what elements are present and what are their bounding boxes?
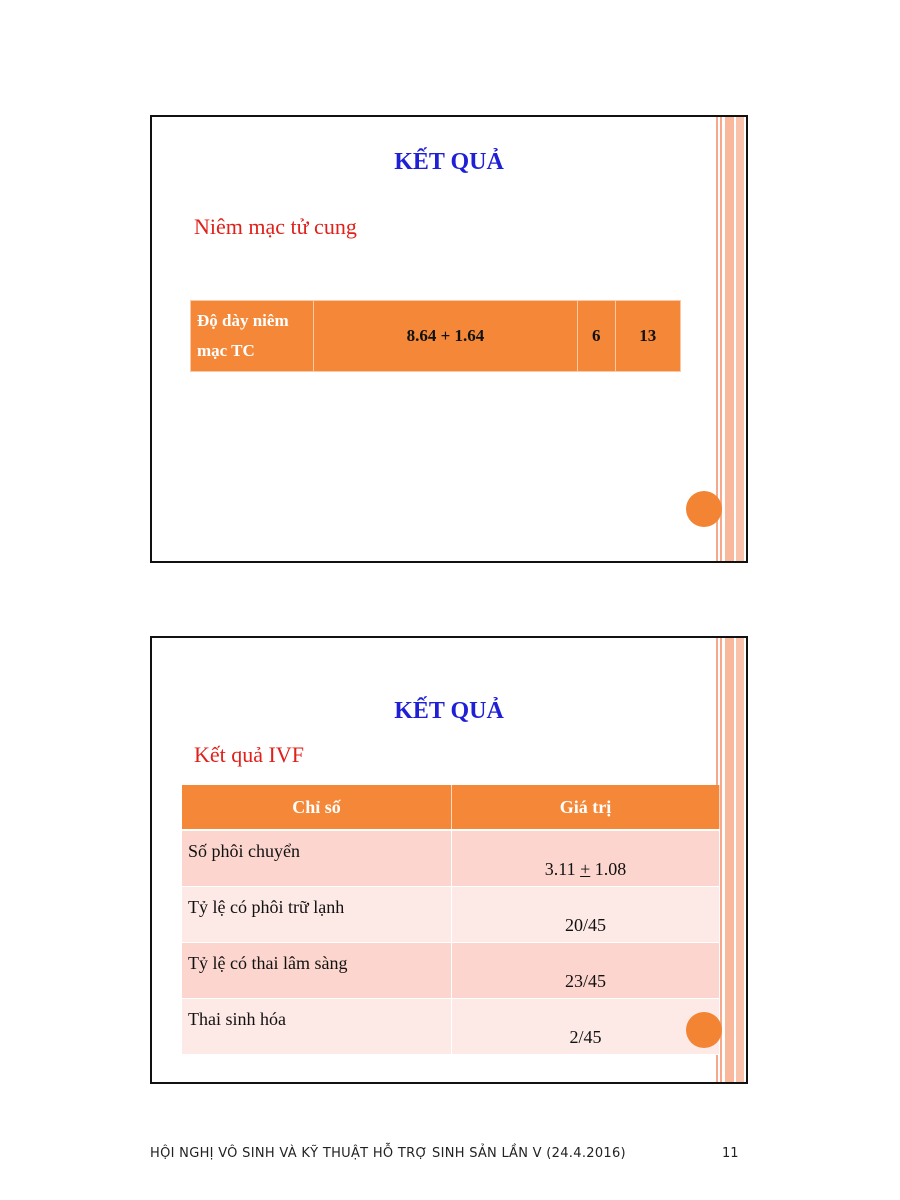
slide-2 bbox=[150, 636, 748, 1084]
page-number: 11 bbox=[722, 1146, 739, 1161]
footer-text: HỘI NGHỊ VÔ SINH VÀ KỸ THUẬT HỖ TRỢ SINH SẢN LẦN V (24.4.2016) bbox=[150, 1146, 626, 1161]
decorative-stripes bbox=[716, 117, 746, 561]
slide-1 bbox=[150, 115, 748, 563]
slide-subtitle: Niêm mạc tử cung bbox=[194, 214, 357, 239]
thickness-table bbox=[190, 300, 681, 372]
slide-title: KẾT QUẢ bbox=[394, 149, 504, 175]
row-label: Tỷ lệ có thai lâm sàng bbox=[182, 943, 452, 999]
table-row bbox=[191, 301, 681, 372]
plus-minus-sign: + bbox=[580, 859, 591, 879]
table-row bbox=[182, 887, 720, 943]
orange-circle-decoration bbox=[686, 491, 722, 527]
min-value: 6 bbox=[577, 301, 615, 372]
row-label: Thai sinh hóa bbox=[182, 999, 452, 1055]
ivf-results-table bbox=[182, 785, 720, 1055]
row-label: Số phôi chuyển bbox=[182, 830, 452, 887]
table-header-row bbox=[182, 785, 720, 830]
column-header-index: Chỉ số bbox=[182, 785, 452, 830]
row-value: 3.11 + 1.08 bbox=[452, 830, 720, 887]
max-value: 13 bbox=[615, 301, 680, 372]
row-value: 2/45 bbox=[452, 999, 720, 1055]
table-row bbox=[182, 999, 720, 1055]
row-value: 20/45 bbox=[452, 887, 720, 943]
column-header-value: Giá trị bbox=[452, 785, 720, 830]
slide-subtitle: Kết quả IVF bbox=[194, 742, 304, 767]
row-label-line-2: mạc TC bbox=[197, 341, 255, 360]
row-label-line-1: Độ dày niêm bbox=[197, 311, 289, 330]
orange-circle-decoration bbox=[686, 1012, 722, 1048]
row-label bbox=[191, 301, 314, 372]
table-row bbox=[182, 943, 720, 999]
mean-value: 8.64 + 1.64 bbox=[314, 301, 578, 372]
table-row bbox=[182, 830, 720, 887]
row-label: Tỷ lệ có phôi trữ lạnh bbox=[182, 887, 452, 943]
slide-title: KẾT QUẢ bbox=[394, 698, 504, 724]
row-value: 23/45 bbox=[452, 943, 720, 999]
